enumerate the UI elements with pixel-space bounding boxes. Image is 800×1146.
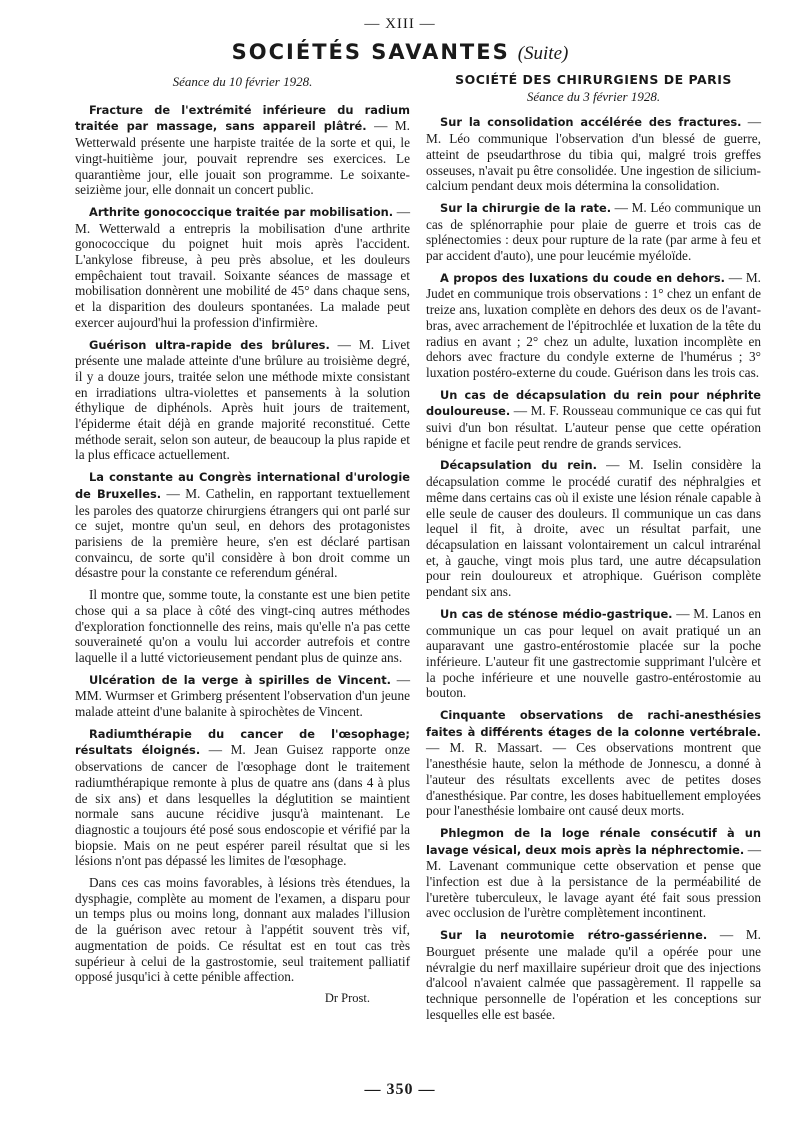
article [426,707,761,819]
page-header-roman: — XIII — [364,16,436,32]
article [426,457,761,599]
article [75,337,410,464]
article [426,114,761,194]
article-body: — M. Wetterwald a entrepris la mobilisation d'une arthrite gonococcique du poignet huit mois après l'accident. L'ankylose fibreuse, à peu près absolue, et les douleurs empêchaient tout travail. Soixante séances de massage et mobilisation donnèrent une mobilité de 45° dans chaque sens, et la disparition des douleurs spontanées. La malade peut exercer aujourd'hui la profession d'infirmière. [75,203,411,330]
article-heading: Un cas de sténose médio-gastrique. [440,606,673,621]
article [426,825,761,921]
article-body: Il montre que, somme toute, la constante est une bien petite chose qui a sa place à côté des vingt-cinq autres méthodes d'exploration fonctionnelle des reins, mais qu'elle n'a pas cette souveraineté qu'on a voulu lui accorder autrefois et contre laquelle il a lutté victorieusement pendant plus de quinze ans. [75,587,410,665]
article-heading: Un cas de décapsulation du rein pour néphrite douloureuse. [426,387,761,419]
article-body: — M. R. Massart. — Ces observations montrent que l'anesthésie haute, selon la méthode de Jonnescu, a donné à l'auteur des résultats excellents avec de petites doses d'anesthésique. Par contre, les doses habituellement employées pour l'anesthésie lombaire ont causé deux morts. [426,740,761,819]
article [426,387,761,452]
article-body: — M. Iselin considère la décapsulation comme le procédé curatif des néphralgies et même dans certains cas où il existe une lésion rénale capable à elle seule de causer des douleurs. Il communique un cas dans lequel il fit, à droite, avec un résultat parfait, une décapsulation en laissant volontairement un calcul intrarénal et, à gauche, vingt mois plus tard, une autre décapsulation pour rein douloureux et atrophique. Guérison complète pendant six ans. [426,457,761,600]
section-title-main: SOCIÉTÉS SAVANTES [231,40,510,64]
article-body: — M. Lavenant communique cette observation et pense que l'infection est due à la persistance de la perméabilité de l'uretère tuberculeux, le lavage ayant été fait sous pression avec occlusion de l'urètre complètement incontinent. [426,841,762,921]
article-body: — M. Léo communique l'observation d'un blessé de guerre, atteint de pseudarthrose du tibia qui, malgré trois greffes osseuses, n'avait pu être consolidée. Une ingestion de silicium-calcium pendant deux mois détermina la consolidation. [426,114,761,194]
article-body: Dans ces cas moins favorables, à lésions très étendues, la dysphagie, complète au moment de l'examen, a disparu pour un temps plus ou moins long, donnant aux malades l'illusion de la guérison avec retour à l'appétit souvent très vif, augmentation de poids. Ce résultat est en tout cas très supérieur à celui de la gastrostomie, seul traitement palliatif opposé jusqu'ici à cette pénible affection. [75,875,410,985]
article-heading: Radiumthérapie du cancer de l'œsophage; résultats éloignés. [75,726,410,758]
article [75,102,410,198]
section-title-suite: (Suite) [517,43,569,64]
article [75,204,410,331]
article [75,726,410,869]
article-heading: La constante au Congrès international d'urologie de Bruxelles. [75,470,410,501]
article-heading: A propos des luxations du coude en dehors. [440,270,726,285]
signature: Dr Prost. [324,990,370,1005]
article-body: — M. Wetterwald présente une harpiste traitée de la sorte et qui, le vingt-huitième jour, pouvait reprendre ses exercices. Le quarantième jour, elle jouait son programme. Le soixante-seizième jour, elle donnait un concert public. [75,118,411,198]
article [426,927,761,1022]
page-number: — 350 — [364,1081,436,1098]
seance-date-right: Séance du 3 février 1928. [526,88,661,104]
article-heading: Cinquante observations de rachi-anesthésies faites à différents étages de la colonne vertébrale. [426,708,761,739]
article-body: — M. Léo communique un cas de splénorraphie pour plaie de guerre et trois cas de splénectomies : deux pour rupture de la rate (par arme à feu et par accident d'auto), une pour leucémie myéloïde. [426,199,761,264]
article-body: — M. Bourguet présente une malade qu'il a opérée pour une névralgie du nerf maxillaire supérieur droit que des injections d'alcool n'avaient calmée que passagèrement. Il rappelle sa technique personnelle de l'opération et les conceptions sur lesquelles elle est basée. [426,927,761,1022]
article [426,200,761,264]
article-heading: Sur la chirurgie de la rate. [440,200,612,215]
right-column [426,72,761,1028]
society-title: SOCIÉTÉ DES CHIRURGIENS DE PARIS [455,72,732,87]
article [75,469,410,581]
left-column [75,74,410,1007]
article-body: — M. Lanos en communique un cas pour lequel on avait pratiqué un an auparavant une gastro-entérostomie placée sur la poche inférieure. L'auteur fit une gastrectomie supprimant l'ulcère et la poche inférieure et une nouvelle gastro-entérostomie au bouton. [426,605,761,701]
article-heading: Guérison ultra-rapide des brûlures. [89,337,330,352]
article-heading: Fracture de l'extrémité inférieure du radium traitée par massage, sans appareil plâtré. [75,102,410,134]
article-heading: Arthrite gonococcique traitée par mobilisation. [89,204,394,219]
article-body: — MM. Wurmser et Grimberg présentent l'observation d'un jeune malade atteint d'une balanite à spirochètes de Vincent. [75,671,411,720]
seance-date-left: Séance du 10 février 1928. [172,74,313,89]
article-body: — M. Livet présente une malade atteinte d'une brûlure au troisième degré, il y a douze jours, traitée selon une méthode mixte consistant en irradiations ultra-violettes et pansements à la solution éthylique de diphénols. Après huit jours de traitement, l'épiderme était déjà en grande majorité reconstitué. Cette méthode serait, selon son auteur, de beaucoup la plus rapide et la plus efficace actuellement. [75,336,410,463]
article-continuation [75,875,410,985]
section-title [0,40,800,65]
article-continuation [75,587,410,666]
article-body: — M. Judet en communique trois observations : 1° chez un enfant de treize ans, luxation complète en dehors des deux os de l'avant-bras, avec arrachement de l'épitrochlée et luxation de la tête du radius en avant ; 2° chez un adulte, luxation incomplète en dehors avec fracture du condyle externe de l'humérus ; 3° luxation postéro-externe du coude. Guérison dans les trois cas. [426,269,761,380]
article-heading: Décapsulation du rein. [440,458,597,473]
article-heading: Sur la neurotomie rétro-gassérienne. [440,928,708,943]
article-heading: Sur la consolidation accélérée des fractures. [440,115,742,130]
article-body: — M. F. Rousseau communique ce cas qui fut suivi d'un bon résultat. L'auteur pense que cette opération bénigne et facile peut rendre de grands services. [426,403,761,451]
article [426,270,761,381]
article-body: — M. Jean Guisez rapporte onze observations de cancer de l'œsophage dont le traitement radiumthérapique remonte à plus de quatre ans (dans 4 à plus de six ans) et dans lesquelles la déglutition se maintient normale sans aucune récidive jusqu'à maintenant. Le diagnostic a toujours été posé sous endoscopie et vérifié par la biopsie. Mais on ne peut espérer pareil résultat que si les lésions n'ont pas dépassé les limites de l'œsophage. [75,742,410,869]
article [426,606,761,701]
article-body: — M. Cathelin, en rapportant textuellement les paroles des quatorze chirurgiens étrangers qui ont parlé sur ce sujet, montre qu'un seul, en dehors des protagonistes parisiens de la première heure, s'en est déclaré partisan convaincu, de sorte qu'il considère à bon droit comme un désastre pour la constante ce referendum général. [75,485,411,581]
article-heading: Ulcération de la verge à spirilles de Vincent. [89,672,391,687]
article [75,672,410,720]
article-heading: Phlegmon de la loge rénale consécutif à un lavage vésical, deux mois après la néphrectomie. [426,825,761,857]
